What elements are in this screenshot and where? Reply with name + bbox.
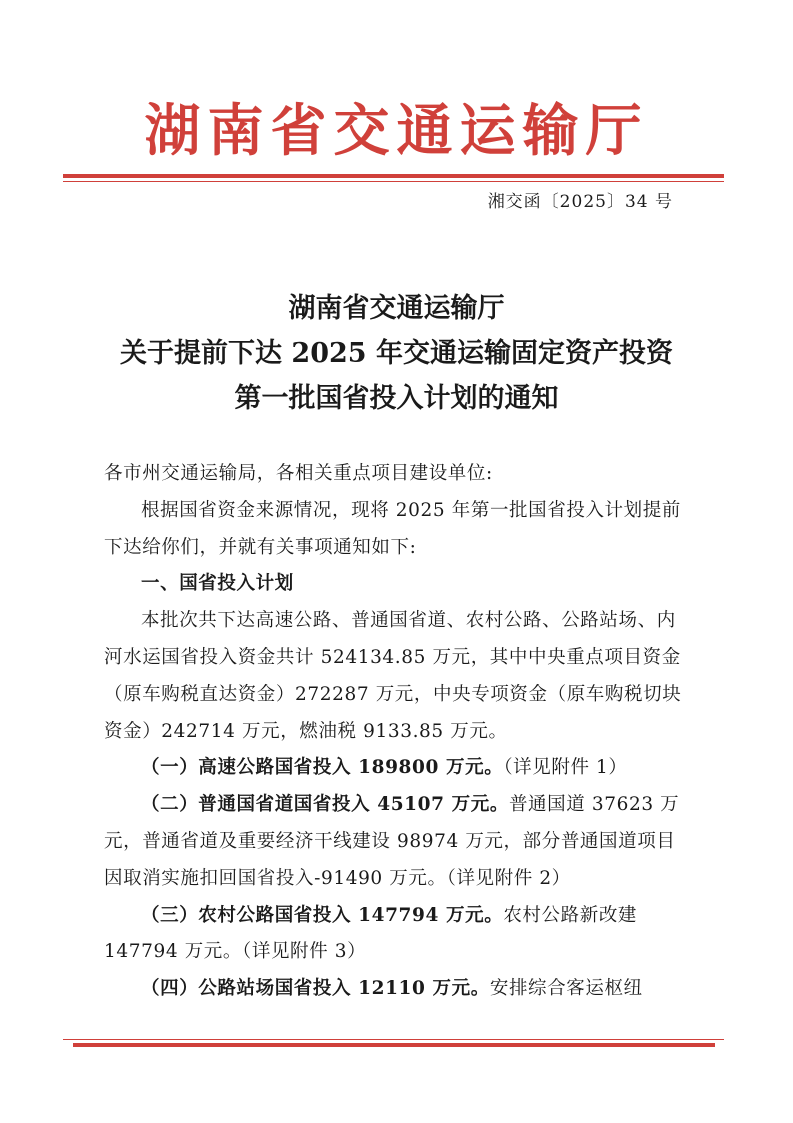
masthead-rule-thin: [63, 181, 724, 182]
item-3-heading: （三）农村公路国省投入 147794 万元。: [141, 904, 504, 926]
masthead-title: 湖南省交通运输厅: [144, 99, 649, 164]
item-1-text: （详见附件 1）: [503, 757, 628, 779]
item-1-heading: （一）高速公路国省投入 189800 万元。: [141, 757, 504, 779]
footer-rule-thin: [63, 1039, 724, 1040]
salutation: 各市州交通运输局，各相关重点项目建设单位:: [104, 463, 493, 484]
item-4-text: 安排综合客运枢纽: [489, 978, 643, 1000]
footer-rule-thick: [73, 1043, 715, 1047]
document-title: [0, 286, 793, 421]
title-line-2: 关于提前下达 2025 年交通运输固定资产投资: [120, 338, 673, 369]
section-1-paragraph: 本批次共下达高速公路、普通国省道、农村公路、公路站场、内河水运国省投入资金共计 524134.85 万元，其中中央重点项目资金（原车购税直达资金）272287 万元，中央专项资金（原车购税切块资金）242714 万元，燃油税 9133.85 万元。: [104, 610, 682, 742]
item-3-paragraph: [104, 898, 694, 972]
item-2-paragraph: [104, 787, 694, 897]
item-2-text: 普通国道 37623 万元，普通省道及重要经济干线建设 98974 万元，部分普通国道项目因取消实施扣回国省投入-91490 万元。（详见附件 2）: [104, 794, 680, 889]
item-3-text: 农村公路新改建 147794 万元。（详见附件 3）: [104, 904, 638, 963]
document-number: 湘交函〔2025〕34 号: [487, 192, 673, 212]
item-4-heading: （四）公路站场国省投入 12110 万元。: [141, 978, 490, 1000]
item-1-paragraph: [104, 750, 694, 787]
document-body: [104, 456, 694, 1008]
intro-paragraph: 根据国省资金来源情况，现将 2025 年第一批国省投入计划提前下达给你们，并就有关事项通知如下:: [104, 499, 681, 558]
title-line-3: 第一批国省投入计划的通知: [234, 383, 559, 414]
section-1-heading: 一、国省投入计划: [141, 573, 294, 595]
item-4-paragraph: [104, 971, 694, 1008]
item-2-heading: （二）普通国省道国省投入 45107 万元。: [141, 794, 509, 816]
title-line-1: 湖南省交通运输厅: [288, 293, 505, 324]
masthead-rule-thick: [63, 174, 724, 178]
